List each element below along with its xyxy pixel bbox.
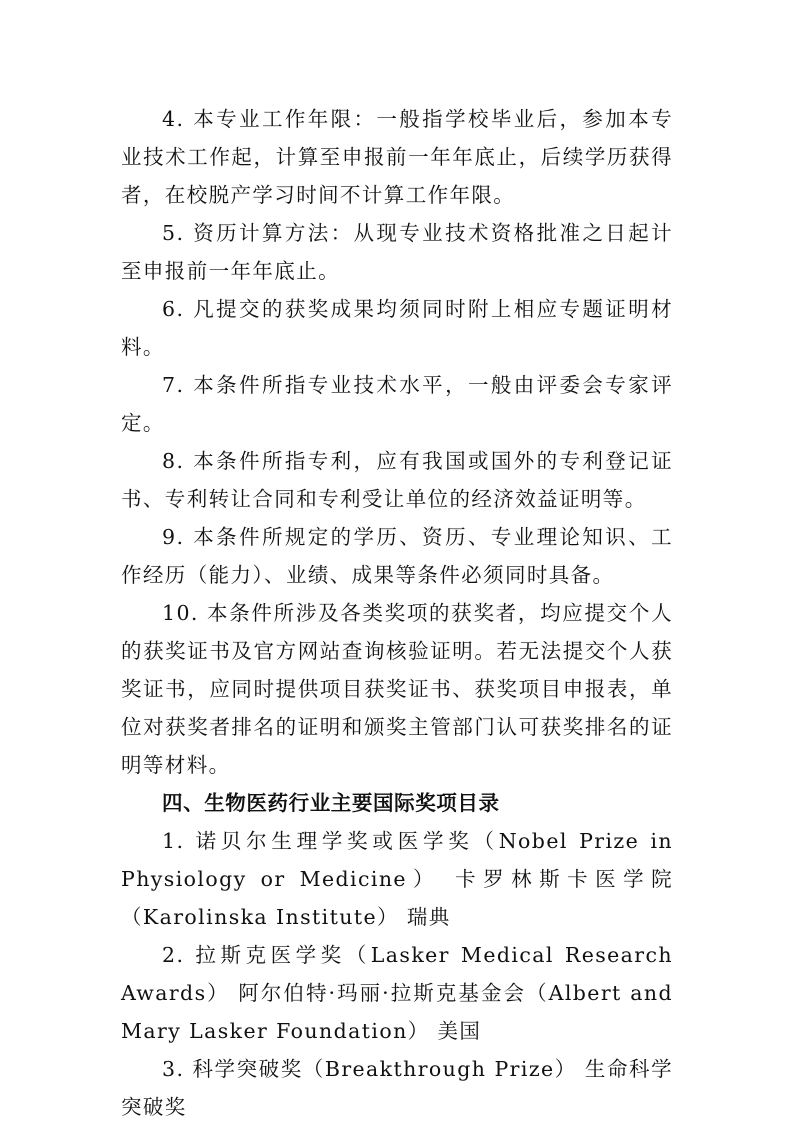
note-paragraph-4: 4. 本专业工作年限：一般指学校毕业后，参加本专业技术工作起，计算至申报前一年年底止，后续学历获得者，在校脱产学习时间不计算工作年限。 bbox=[121, 107, 673, 207]
note-paragraph-8: 8. 本条件所指专利，应有我国或国外的专利登记证书、专利转让合同和专利受让单位的经济效益证明等。 bbox=[121, 449, 673, 511]
award-item-2: 2. 拉斯克医学奖（Lasker Medical Research Awards） 阿尔伯特·玛丽·拉斯克基金会（Albert and Mary Lasker Foundation） 美国 bbox=[121, 943, 673, 1043]
note-paragraph-9: 9. 本条件所规定的学历、资历、专业理论知识、工作经历（能力）、业绩、成果等条件必须同时具备。 bbox=[121, 525, 673, 587]
note-paragraph-5: 5. 资历计算方法：从现专业技术资格批准之日起计至申报前一年年底止。 bbox=[121, 221, 673, 283]
award-item-3: 3. 科学突破奖（Breakthrough Prize） 生命科学突破奖 bbox=[121, 1057, 673, 1119]
document-page bbox=[121, 100, 673, 1126]
section-heading: 四、生物医药行业主要国际奖项目录 bbox=[162, 791, 500, 815]
note-paragraph-6: 6. 凡提交的获奖成果均须同时附上相应专题证明材料。 bbox=[121, 297, 673, 359]
award-item-1: 1. 诺贝尔生理学奖或医学奖（Nobel Prize in Physiology or Medicine） 卡罗林斯卡医学院（Karolinska Institute） 瑞典 bbox=[121, 829, 673, 929]
note-paragraph-10: 10. 本条件所涉及各类奖项的获奖者，均应提交个人的获奖证书及官方网站查询核验证明。若无法提交个人获奖证书，应同时提供项目获奖证书、获奖项目申报表，单位对获奖者排名的证明和颁奖主管部门认可获奖排名的证明等材料。 bbox=[121, 601, 673, 777]
note-paragraph-7: 7. 本条件所指专业技术水平，一般由评委会专家评定。 bbox=[121, 373, 673, 435]
